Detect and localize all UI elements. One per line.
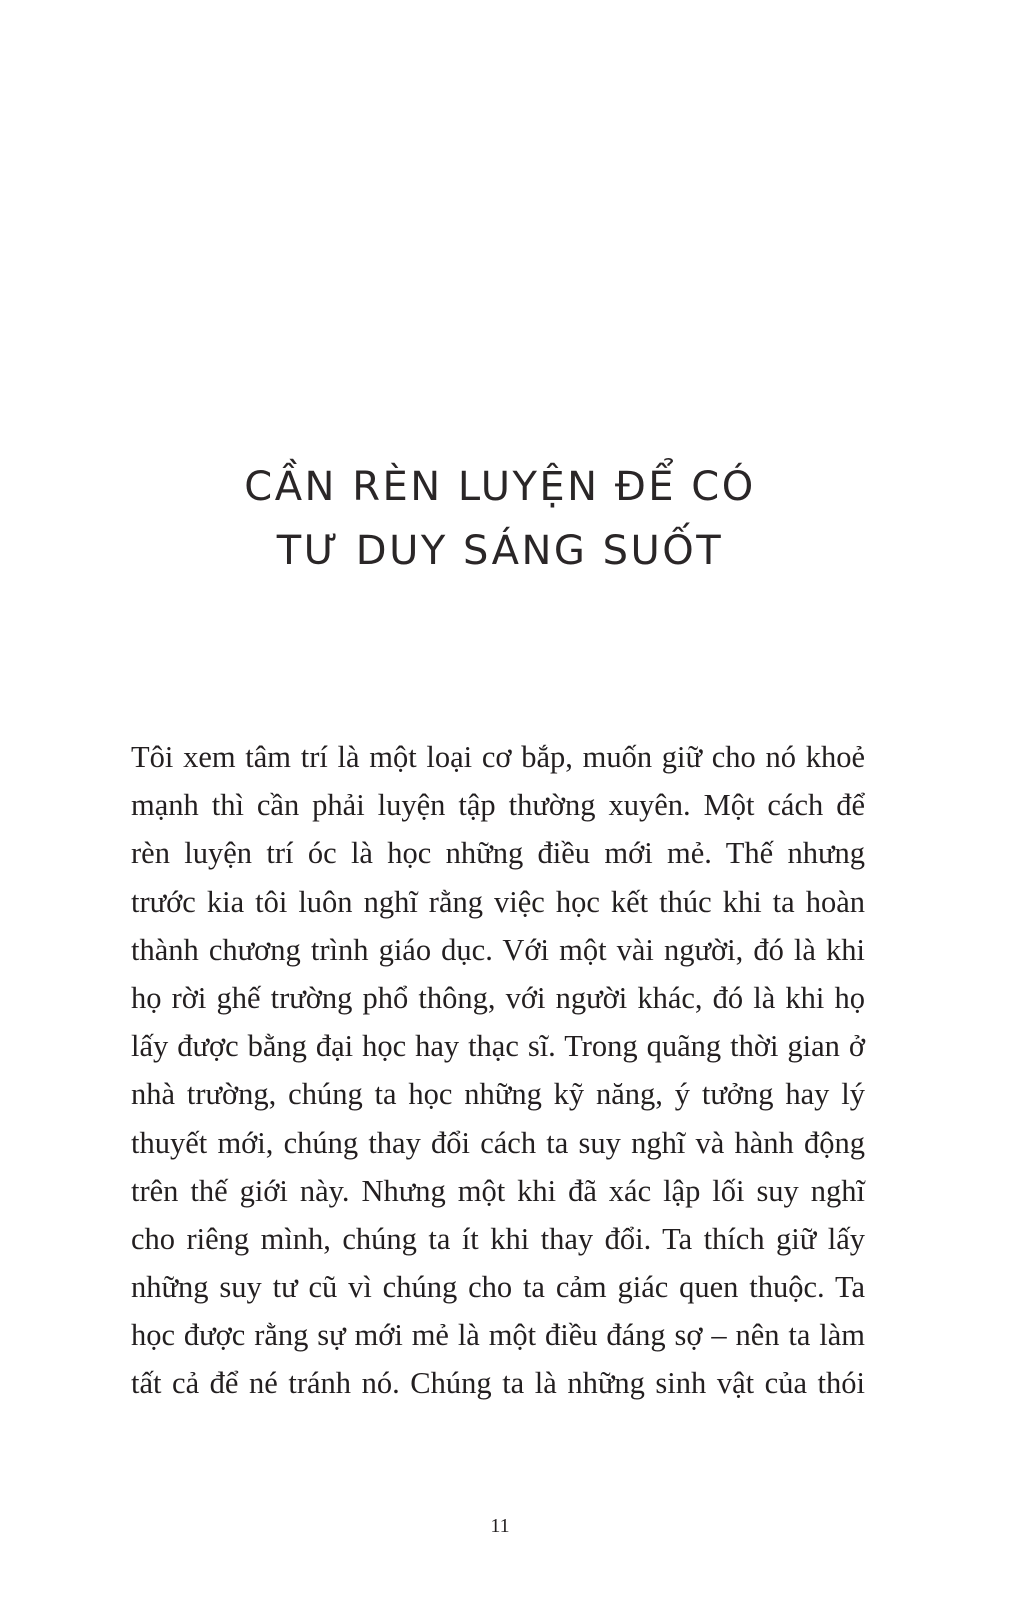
chapter-title-line-2: TƯ DUY SÁNG SUỐT — [276, 528, 724, 574]
body-line: lấy được bằng đại học hay thạc sĩ. Trong quãng thời gian ở — [131, 1029, 865, 1064]
body-line: trước kia tôi luôn nghĩ rằng việc học kết thúc khi ta hoàn — [131, 884, 865, 919]
page-number: 11 — [490, 1515, 510, 1537]
body-line: thành chương trình giáo dục. Với một vài người, đó là khi — [131, 932, 865, 967]
chapter-title — [0, 455, 1000, 583]
body-line: cho riêng mình, chúng ta ít khi thay đổi. Ta thích giữ lấy — [131, 1221, 865, 1256]
chapter-title-line-1: CẦN RÈN LUYỆN ĐỂ CÓ — [244, 464, 756, 510]
body-line: tất cả để né tránh nó. Chúng ta là những sinh vật của thói — [131, 1366, 865, 1401]
body-line: rèn luyện trí óc là học những điều mới mẻ. Thế nhưng — [131, 836, 865, 871]
body-line: nhà trường, chúng ta học những kỹ năng, ý tưởng hay lý — [131, 1077, 865, 1112]
body-line: thuyết mới, chúng thay đổi cách ta suy nghĩ và hành động — [131, 1125, 865, 1160]
body-line: trên thế giới này. Nhưng một khi đã xác lập lối suy nghĩ — [131, 1173, 865, 1208]
body-line: Tôi xem tâm trí là một loại cơ bắp, muốn giữ cho nó khoẻ — [131, 740, 865, 774]
body-line: học được rằng sự mới mẻ là một điều đáng sợ – nên ta làm — [131, 1318, 865, 1353]
body-line: họ rời ghế trường phổ thông, với người khác, đó là khi họ — [131, 980, 865, 1015]
body-line: những suy tư cũ vì chúng cho ta cảm giác quen thuộc. Ta — [131, 1270, 865, 1305]
body-line: mạnh thì cần phải luyện tập thường xuyên. Một cách để — [131, 788, 865, 823]
body-paragraph — [131, 733, 865, 1408]
